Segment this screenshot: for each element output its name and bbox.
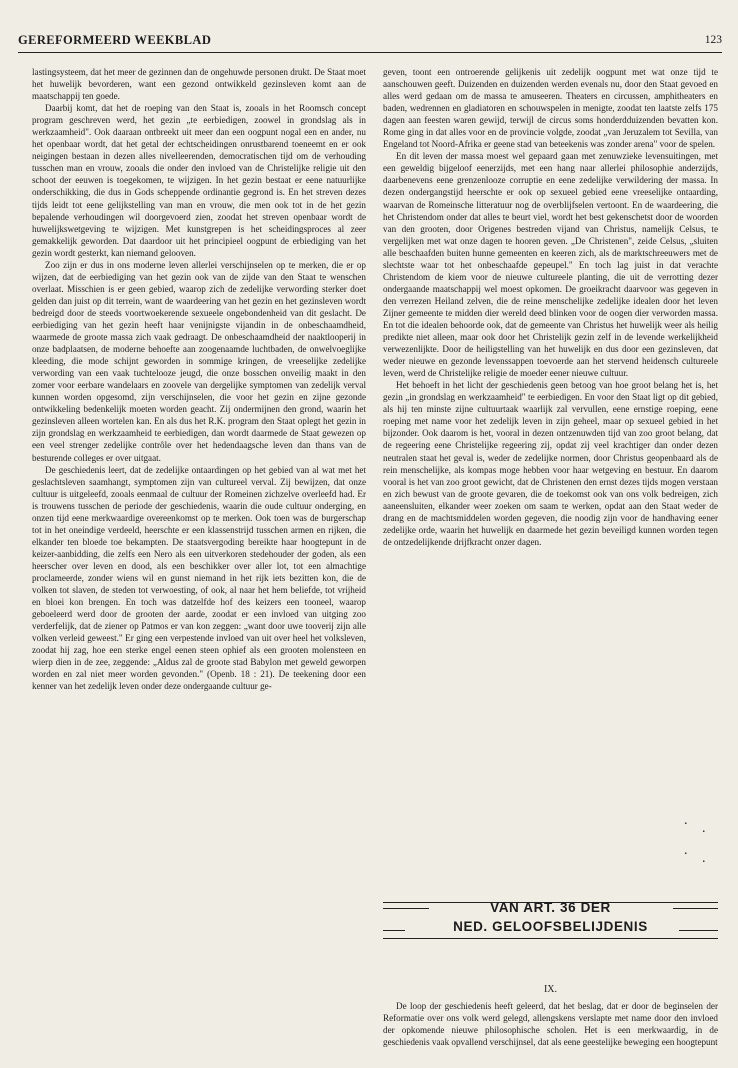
paragraph: Het behoeft in het licht der geschiedenis geen betoog van hoe groot belang het is, het gezin „in grondslag en werkzaamheid" te eerbiedigen. En voor den Staat ligt op dit gebied, als hij ten minste zijne cultuurtaak waarlijk zal vervullen, eene ernstige roeping, eene roeping met name voor het zedelijk leven in zijn geheel, maar op sexueel gebied in het bijzonder. Ook daarom is het, vooral in dezen ontzenuwden tijd van zoo groot belang, dat de regeering eene Christelijke regeering zij, opdat zij veel krachtiger dan onder dezen neutralen staat het geval is, weder de zedelijke normen, door Christus geopenbaard als de rein menschelijke, als kompas moge hebben voor haar wetgeving en bestuur. En daarom vooral is het van zoo groot gewicht, dat de Christenen den ernst dezes tijds mogen verstaan en zich bewust van de groote gevaren, die de toekomst ook van ons volk bedreigen, zich aaneensluiten, elkander weer zoeken om saam te werken, opdat aan den Staat weder de drang en de machtsmiddelen worden gegeven, die noodig zijn voor de handhaving eener zedelijke orde, waarin het huwelijk en daarmede het gezin beveiligd kunnen worden tegen de ontzedelijkende drijfkracht onzer dagen. [383, 380, 718, 547]
section-body [383, 1000, 718, 1060]
paragraph: Zoo zijn er dus in ons moderne leven allerlei verschijnselen op te merken, die er op wijzen, dat de eerbiediging van het gezin ook van de zijde van den Staat te wenschen overlaat. Misschien is er geen gebied, waarop zich de zedelijke verwording sterker doet gelden dan juist op dit terrein, want de waardeering van het gezin en het gezinsleven wordt bedreigd door de steeds voortwoekerende sexueele ongebondenheid van dit geslacht. De eerbiediging van het gezin heeft haar venijnigste vijandin in de onbeschaamdheid, waarmede de groote massa zich vaak gedraagt. De onbeschaamdheid der naaktlooperij in onze badplaatsen, de moderne behoefte aan zoogenaamde luchtbaden, de onwelvoeglijke kleeding, die mode schijnt geworden in sommige kringen, de vreeselijke zedelijke verwording van een vaak tuchtelooze jeugd, die onze bosschen onveilig maakt in den zomer voor eerbare wandelaars en zoovele van dergelijke symptomen van zedelijk verval kunnen worden opgesomd, zijn verschijnselen, die voor het gezin en zijne gezonde ontwikkeling bedenkelijk moeten worden geacht. Zij ondermijnen den grond, waarin het gezinsleven alleen wortelen kan. En als dus het R.K. program den Staat oplegt het gezin in zijn grondslag en werkzaamheid te eerbiedigen, dan wordt daarmede de Staat gewezen op een veel strenger zedelijke contrôle over het hedendaagsche leven dan thans van de besturende colleges er over uitgaat. [32, 259, 366, 463]
header-rule [18, 52, 722, 53]
section-number: IX. [543, 984, 558, 995]
paragraph: En dit leven der massa moest wel gepaard gaan met zenuwzieke levensuitingen, met een geweldig bijgeloof eenerzijds, met een hang naar allerlei philosophie anderzijds, daarbenevens eene grenzenlooze corruptie en eene zedelijke verwildering der massa. In dezen ondergangstijd heerschte er ook op sexueel gebied eene vreeselijke ontaarding, waarvan de Romeinsche litteratuur nog de overblijfselen vertoont. En de waardeering, die het Christendom onder dat alles te beurt viel, wordt het best gekenschetst door de woorden van den grooten, door Origenes bestreden vijand van Christus, namelijk Celsus, te vergelijken met wat onze dagen te hooren geven. „De Christenen", zeide Celsus, „sluiten alle beschaafden buiten hunne gemeenten en keeren zich, als de marktschreeuwers met de slechtste waar tot het onbeschaafde gepeupel." En toch lag juist in dat verachte Christendom de kiem voor de nieuwe cultureele planting, die uit de verrotting dezer ondergaande maatschappij wel moest opkomen. De groeikracht daarvoor was gegeven in den verrezen Heiland zelven, die de reine menschelijke zedelijke idealen door het leven Zijner gemeente te midden dier wereld deed blinken voor de oogen dier verworden massa. En tot die idealen behoorde ook, dat de gemeente van Christus het huwelijk weer als heilig predikte niet alleen, maar ook door het Christelijk gezin zelf in de levende werkelijkheid verwezenlijkte. Door de heiligstelling van het huwelijk en dus door een gezinsleven, dat weder nieuwe en gezonde levenssappen toevoerde aan het stervend heidensch cultureele leven, werd de Christelijke religie de moeder eener nieuwe cultuur. [383, 151, 718, 379]
section-heading: NED. GELOOFSBELIJDENIS [453, 919, 648, 934]
paragraph: De geschiedenis leert, dat de zedelijke ontaardingen op het gebied van al wat met het geslachtsleven saamhangt, symptomen zijn van cultureel verval. Zij bewijzen, dat onze cultuur is uitgeleefd, zooals eenmaal de cultuur der Romeinen zichzelve overleefd had. Er is trouwens tusschen de periode der geschiedenis, waarin die oude cultuur onderging, en onzen tijd eene merkwaardige overeenkomst op te merken. Ook toen was de burgerschap tot in het oneindige verdeeld, heerschte er een klassenstrijd tusschen armen en rijken, die elkander ten bloede toe bekampten. De staatsvergoding bereikte haar hoogtepunt in de keizer-aanbidding, die zelfs een Nero als een uitverkoren stedehouder der goden, als een heerscher over leven en dood, als een beschikker over aller lot, tot een almachtige proclameerde, zonder wiens wil en gunst niemand in het rijk iets bezitten kon, die de volken tot slaven, de steden tot verwoesting, of ook, al naar het hem beliefde, tot vrijheid en bloei kon brengen. En toch was datzelfde hof des keizers een tooneel, waarop geboeleerd werd door de grooten der aarde, zoodat er een invloed van uitging zoo verderfelijk, dat de ziener op Patmos er van kon zeggen: „want door uwe tooverij zijn alle volken verleid geweest." Er ging een verpestende invloed van uit over heel het volksleven, zoodat hij zag, hoe een sterke engel eenen steen ophief als een grooten molensteen en wierp dien in de zee, zeggende: „Aldus zal de groote stad Babylon met geweld geworpen worden en zal niet meer worden gevonden." (Openb. 18 : 21). De teekening door een kenner van het zedelijk leven onder deze ondergaande cultuur ge- [32, 464, 366, 692]
paragraph: De loop der geschiedenis heeft geleerd, dat het beslag, dat er door de beginselen der Reformatie over ons volk werd gelegd, allengskens verslapte met name door den invloed der opkomende nieuwe philosophische scholen. Het is een merkwaardig, in de geschiedenis vaak opvallend verschijnsel, dat als eene geestelijke beweging een hoogtepunt [383, 1001, 718, 1048]
right-column [383, 66, 718, 818]
section-heading: VAN ART. 36 DER [490, 900, 611, 915]
publication-title: GEREFORMEERD WEEKBLAD [18, 33, 212, 47]
heading-rule [383, 930, 405, 931]
page-header [18, 33, 722, 53]
section-heading-block [383, 896, 718, 956]
end-ornament: . . . . [684, 813, 706, 866]
page-number: 123 [704, 34, 722, 46]
heading-rule [679, 930, 718, 931]
paragraph: lastingsysteem, dat het meer de gezinnen dan de ongehuwde personen drukt. De Staat moet het huwelijk bevorderen, want een gezond ontwikkeld gezinsleven komt aan de maatschappij ten goede. [32, 67, 366, 102]
left-column [32, 66, 366, 1058]
heading-rule [383, 938, 718, 939]
paragraph: Daarbij komt, dat het de roeping van den Staat is, zooals in het Roomsch concept program geschreven werd, het gezin „te eerbiedigen, zoowel in grondslag als in werkzaamheid". Ook daaraan ontbreekt uit meer dan een oogpunt nogal een en ander, nu het openbaar wordt, dat het getal der echtscheidingen onrustbarend toeneemt en er ook neigingen bestaan in dezen alles nivelleerenden, democratischen tijd om de verhouding tusschen man en vrouw, zooals die onder den invloed van de Christelijke religie uit den schoot der eeuwen is toegekomen, te wijzigen. In het gezin bestaat er eene natuurlijke onderschikking, die dus in Gods scheppende ordinantie gegrond is. En het streven dezes tijds leidt tot eene gelijkstelling van man en vrouw, die men ook tot in de het gezin bepalende verhoudingen wil doorgevoerd zien, zoodat het streven openbaar wordt de huwelijkswetgeving te wijzigen. Met kunstgrepen is het scheidingsproces al zeer gemakkelijk geworden. Dat daardoor uit het principieel oogpunt de erbiediging van het gezin wordt gesterkt, kan niemand gelooven. [32, 103, 366, 258]
paragraph: geven, toont een ontroerende gelijkenis uit zedelijk oogpunt met wat onze tijd te aanschouwen geeft. Duizenden en duizenden werden evenals nu, door den Staat gevoed en alles werd gedaan om de massa te amuseeren. Theaters en circussen, amphitheaters en baden, wedrennen en gladiatoren en schouwspelen in menigte, zoodat ten laatste zelfs 175 dagen aan feesten waren gewijd, terwijl de circus soms honderdduizenden bevatten kon. Rome ging in dat alles voor en de provincie volgde, zoodat „van Jeruzalem tot Sevilla, van Engeland tot Noord-Afrika er geene stad van beteekenis was zonder arena" voor de spelen. [383, 67, 718, 150]
